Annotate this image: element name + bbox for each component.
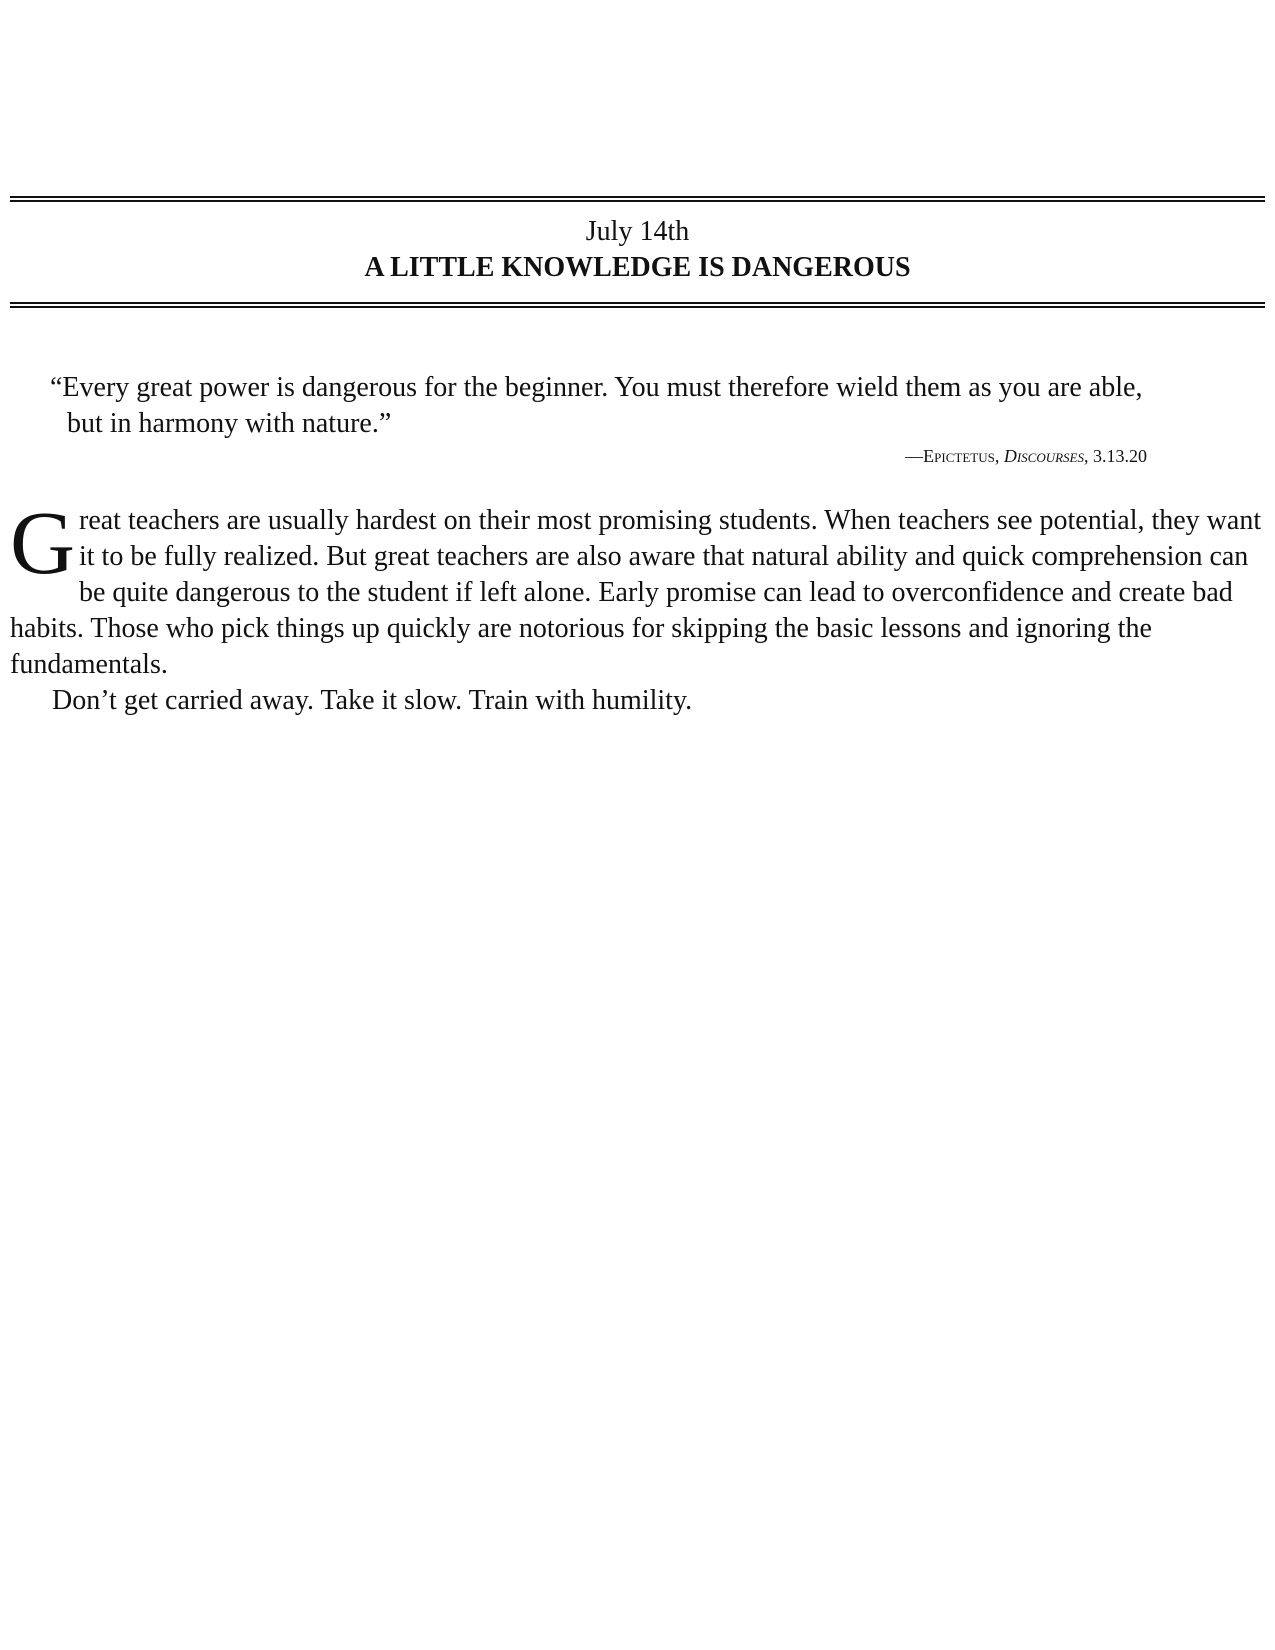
body-paragraph-2: Don’t get carried away. Take it slow. Train with humility. xyxy=(52,685,693,716)
drop-cap: G xyxy=(10,494,75,593)
attribution-work: Discourses xyxy=(1003,446,1084,466)
entry-heading xyxy=(10,214,1265,286)
page xyxy=(10,0,1265,1650)
quote-line-1: “Every great power is dangerous for the beginner. You must therefore wield them as you are able, xyxy=(50,372,1143,403)
attribution-separator: , xyxy=(994,446,1004,466)
entry-date: July 14th xyxy=(585,216,690,247)
top-double-rule xyxy=(10,196,1265,202)
attribution-reference: , 3.13.20 xyxy=(1084,446,1147,466)
attribution-author: Epictetus xyxy=(923,446,995,466)
paragraph-1-text: reat teachers are usually hardest on their most promising students. When teachers see potential, they want it to be fully realized. But great teachers are also aware that natural ability and quick comprehension can be quite dangerous to the student if left alone. Early promise can lead to overconfidence and create bad habits. Those who pick things up quickly are notorious for skipping the basic lessons and ignoring the fundamentals. xyxy=(10,505,1262,680)
epigraph-quote xyxy=(50,370,1230,442)
entry-title: A LITTLE KNOWLEDGE IS DANGEROUS xyxy=(364,252,911,283)
bottom-double-rule xyxy=(10,302,1265,308)
attribution-dash: — xyxy=(905,446,924,466)
body-text xyxy=(10,494,1265,719)
body-paragraph-1 xyxy=(10,494,1265,683)
quote-attribution xyxy=(905,444,1147,468)
quote-line-2: but in harmony with nature.” xyxy=(67,408,392,439)
